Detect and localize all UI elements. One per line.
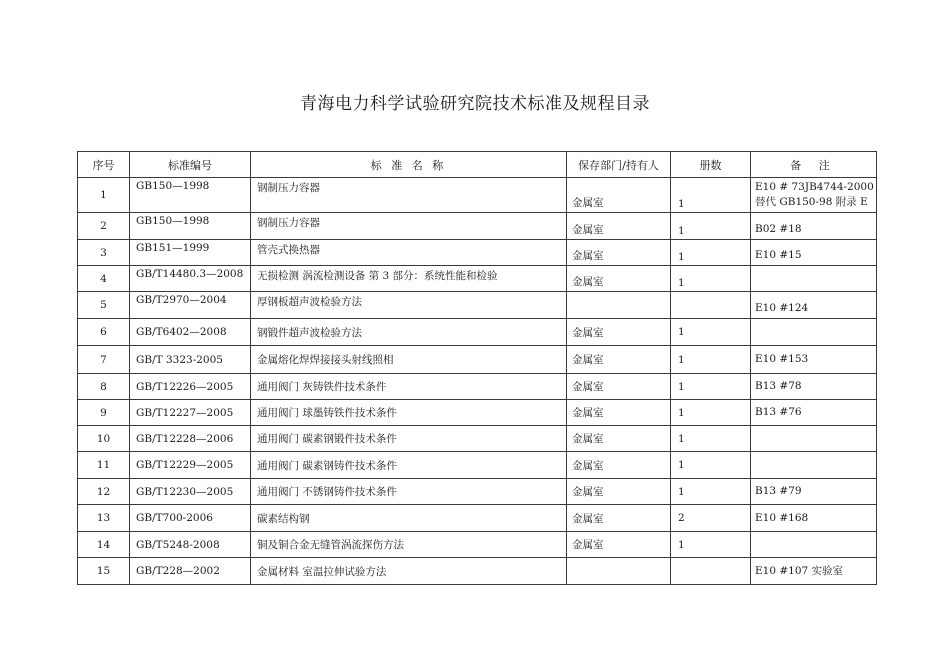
cell-count: 1: [671, 178, 751, 213]
note-line: B13 #78: [755, 380, 802, 392]
cell-name: 钢锻件超声波检验方法: [251, 319, 567, 346]
cell-code: GB/T6402—2008: [130, 319, 251, 346]
cell-code: GB/T12226—2005: [130, 374, 251, 400]
cell-idx: 5: [78, 292, 130, 319]
table-row: [78, 213, 877, 240]
table-row: [78, 178, 877, 213]
note-line: B13 #76: [755, 406, 802, 418]
cell-code: GB/T12229—2005: [130, 452, 251, 479]
cell-count: 1: [671, 346, 751, 374]
note-line: E10 # 73JB4744-2000: [755, 181, 874, 193]
cell-dept: 金属室: [567, 532, 671, 558]
cell-dept: 金属室: [567, 505, 671, 532]
cell-note: [751, 452, 877, 479]
cell-count: [671, 558, 751, 585]
cell-dept: [567, 558, 671, 585]
cell-count: 1: [671, 213, 751, 240]
cell-code: GB150—1998: [130, 178, 251, 213]
cell-note: [751, 426, 877, 452]
cell-idx: 4: [78, 266, 130, 292]
table-row: [78, 266, 877, 292]
note-line: E10 #15: [755, 249, 802, 261]
cell-count: 1: [671, 240, 751, 266]
cell-name: 钢制压力容器: [251, 213, 567, 240]
cell-code: GB/T12228—2006: [130, 426, 251, 452]
table-row: [78, 374, 877, 400]
table-row: [78, 479, 877, 505]
cell-name: 碳素结构钢: [251, 505, 567, 532]
cell-idx: 6: [78, 319, 130, 346]
cell-code: GB150—1998: [130, 213, 251, 240]
cell-code: GB/T5248-2008: [130, 532, 251, 558]
page-title: 青海电力科学试验研究院技术标准及规程目录: [300, 94, 650, 114]
cell-idx: 8: [78, 374, 130, 400]
table-row: [78, 452, 877, 479]
cell-idx: 12: [78, 479, 130, 505]
cell-note: [751, 400, 877, 426]
cell-note: [751, 479, 877, 505]
cell-count: 1: [671, 266, 751, 292]
note-line: B02 #18: [755, 223, 802, 235]
note-line: E10 #153: [755, 353, 809, 365]
cell-dept: 金属室: [567, 213, 671, 240]
cell-name: 通用阀门 球墨铸铁件技术条件: [251, 400, 567, 426]
cell-note: [751, 319, 877, 346]
cell-code: GB/T228—2002: [130, 558, 251, 585]
cell-idx: 13: [78, 505, 130, 532]
cell-code: GB/T 3323-2005: [130, 346, 251, 374]
cell-dept: 金属室: [567, 266, 671, 292]
cell-note: [751, 558, 877, 585]
cell-idx: 1: [78, 178, 130, 213]
cell-name: 通用阀门 灰铸铁件技术条件: [251, 374, 567, 400]
table-row: [78, 292, 877, 319]
cell-count: 1: [671, 532, 751, 558]
note-line: 替代 GB150-98 附录 E: [755, 196, 868, 208]
cell-count: 2: [671, 505, 751, 532]
column-header-code: 标准编号: [130, 152, 251, 178]
cell-note: [751, 178, 877, 213]
cell-count: 1: [671, 400, 751, 426]
table-row: [78, 400, 877, 426]
cell-code: GB/T12230—2005: [130, 479, 251, 505]
standards-table: [77, 151, 877, 585]
cell-note: [751, 266, 877, 292]
column-header-dept: 保存部门/持有人: [567, 152, 671, 178]
table-row: [78, 558, 877, 585]
column-header-note: 备 注: [751, 152, 877, 178]
cell-note: [751, 532, 877, 558]
cell-code: GB151—1999: [130, 240, 251, 266]
cell-note: [751, 240, 877, 266]
cell-idx: 3: [78, 240, 130, 266]
cell-note: [751, 346, 877, 374]
table-header-row: [78, 152, 877, 178]
cell-count: 1: [671, 452, 751, 479]
table-row: [78, 319, 877, 346]
cell-code: GB/T700-2006: [130, 505, 251, 532]
table-row: [78, 426, 877, 452]
cell-name: 通用阀门 碳素钢锻件技术条件: [251, 426, 567, 452]
cell-dept: 金属室: [567, 452, 671, 479]
cell-dept: 金属室: [567, 240, 671, 266]
cell-name: 通用阀门 碳素钢铸件技术条件: [251, 452, 567, 479]
cell-dept: 金属室: [567, 319, 671, 346]
cell-idx: 10: [78, 426, 130, 452]
cell-code: GB/T2970—2004: [130, 292, 251, 319]
cell-count: 1: [671, 426, 751, 452]
cell-idx: 11: [78, 452, 130, 479]
cell-count: 1: [671, 374, 751, 400]
table-row: [78, 505, 877, 532]
cell-count: 1: [671, 479, 751, 505]
cell-note: [751, 505, 877, 532]
cell-code: GB/T12227—2005: [130, 400, 251, 426]
cell-dept: 金属室: [567, 479, 671, 505]
cell-name: 管壳式换热器: [251, 240, 567, 266]
cell-name: 通用阀门 不锈钢铸件技术条件: [251, 479, 567, 505]
cell-dept: 金属室: [567, 178, 671, 213]
table-row: [78, 346, 877, 374]
note-line: B13 #79: [755, 485, 802, 497]
cell-code: GB/T14480.3—2008: [130, 266, 251, 292]
cell-name: 厚钢板超声波检验方法: [251, 292, 567, 319]
cell-dept: [567, 292, 671, 319]
cell-count: 1: [671, 319, 751, 346]
cell-note: [751, 292, 877, 319]
cell-name: 金属熔化焊焊接接头射线照相: [251, 346, 567, 374]
cell-dept: 金属室: [567, 346, 671, 374]
cell-dept: 金属室: [567, 374, 671, 400]
cell-dept: 金属室: [567, 426, 671, 452]
column-header-name: 标 准 名 称: [251, 152, 567, 178]
cell-name: 金属材料 室温拉伸试验方法: [251, 558, 567, 585]
cell-note: [751, 374, 877, 400]
cell-name: 钢制压力容器: [251, 178, 567, 213]
cell-idx: 9: [78, 400, 130, 426]
cell-dept: 金属室: [567, 400, 671, 426]
cell-idx: 15: [78, 558, 130, 585]
cell-idx: 14: [78, 532, 130, 558]
column-header-idx: 序号: [78, 152, 130, 178]
table-row: [78, 532, 877, 558]
cell-note: [751, 213, 877, 240]
cell-name: 无损检测 涡流检测设备 第 3 部分：系统性能和检验: [251, 266, 567, 292]
cell-name: 铜及铜合金无缝管涡流探伤方法: [251, 532, 567, 558]
cell-count: [671, 292, 751, 319]
cell-idx: 2: [78, 213, 130, 240]
column-header-count: 册数: [671, 152, 751, 178]
table-row: [78, 240, 877, 266]
note-line: E10 #107 实验室: [755, 564, 844, 577]
note-line: E10 #124: [755, 302, 809, 314]
cell-idx: 7: [78, 346, 130, 374]
note-line: E10 #168: [755, 511, 809, 524]
